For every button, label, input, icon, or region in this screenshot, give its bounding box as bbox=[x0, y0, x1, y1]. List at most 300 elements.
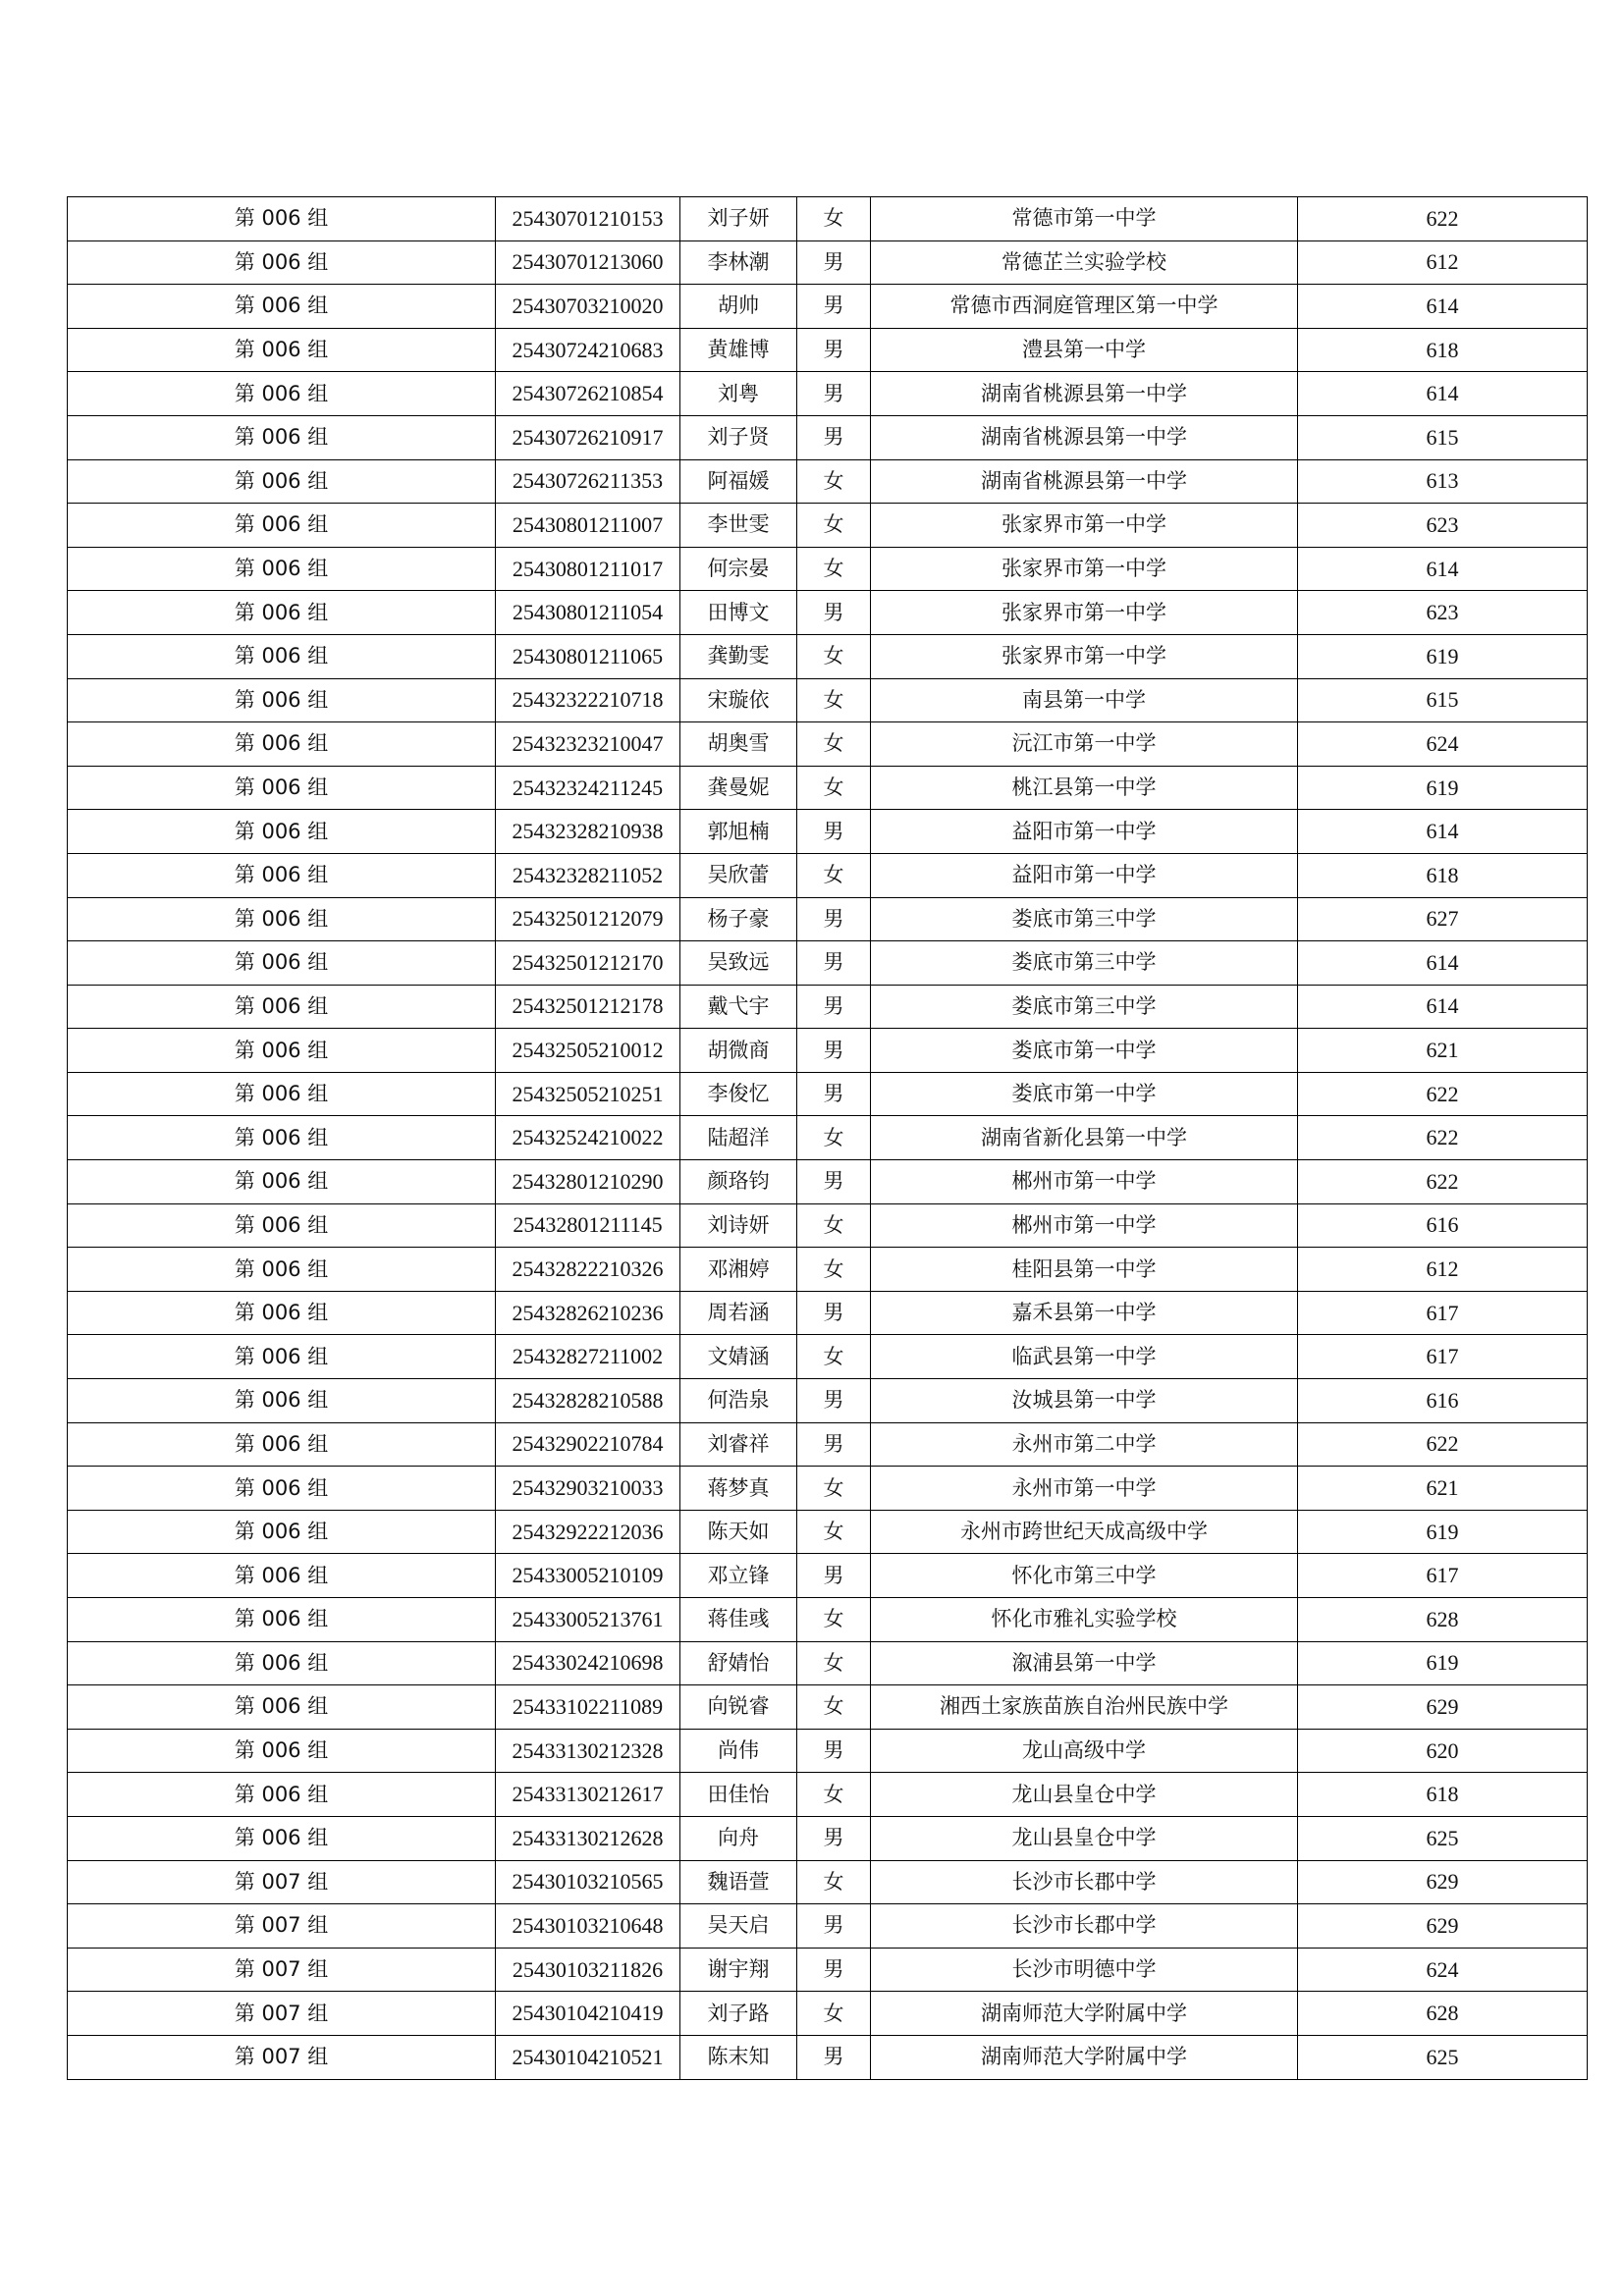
group-cell: 第 007 组 bbox=[68, 1904, 496, 1949]
group-cell: 第 006 组 bbox=[68, 240, 496, 285]
group-cell: 第 006 组 bbox=[68, 1335, 496, 1379]
exam-id-cell: 25432826210236 bbox=[496, 1291, 680, 1335]
table-row bbox=[68, 547, 1588, 591]
gender-cell: 男 bbox=[797, 415, 871, 459]
gender-cell: 女 bbox=[797, 1773, 871, 1817]
score-cell: 623 bbox=[1298, 504, 1588, 548]
school-cell: 郴州市第一中学 bbox=[871, 1203, 1298, 1248]
gender-cell: 女 bbox=[797, 634, 871, 678]
exam-id-cell: 25432922212036 bbox=[496, 1510, 680, 1554]
group-cell: 第 006 组 bbox=[68, 853, 496, 897]
table-row bbox=[68, 1598, 1588, 1642]
score-cell: 616 bbox=[1298, 1379, 1588, 1423]
exam-id-cell: 25432501212178 bbox=[496, 985, 680, 1029]
name-cell: 刘诗妍 bbox=[680, 1203, 797, 1248]
score-cell: 617 bbox=[1298, 1335, 1588, 1379]
exam-id-cell: 25430801211017 bbox=[496, 547, 680, 591]
name-cell: 刘子路 bbox=[680, 1992, 797, 2036]
exam-id-cell: 25432902210784 bbox=[496, 1422, 680, 1467]
gender-cell: 女 bbox=[797, 459, 871, 504]
exam-id-cell: 25430801211065 bbox=[496, 634, 680, 678]
table-row bbox=[68, 1860, 1588, 1904]
gender-cell: 男 bbox=[797, 941, 871, 986]
gender-cell: 女 bbox=[797, 1641, 871, 1685]
name-cell: 李林潮 bbox=[680, 240, 797, 285]
name-cell: 何宗晏 bbox=[680, 547, 797, 591]
table-row bbox=[68, 1248, 1588, 1292]
exam-id-cell: 25433130212617 bbox=[496, 1773, 680, 1817]
score-cell: 618 bbox=[1298, 853, 1588, 897]
table-row bbox=[68, 1904, 1588, 1949]
exam-id-cell: 25432505210012 bbox=[496, 1029, 680, 1073]
name-cell: 阿福媛 bbox=[680, 459, 797, 504]
school-cell: 湖南省桃源县第一中学 bbox=[871, 415, 1298, 459]
school-cell: 长沙市长郡中学 bbox=[871, 1860, 1298, 1904]
gender-cell: 女 bbox=[797, 678, 871, 722]
group-cell: 第 006 组 bbox=[68, 1248, 496, 1292]
table-row bbox=[68, 1072, 1588, 1116]
score-cell: 619 bbox=[1298, 1510, 1588, 1554]
score-cell: 618 bbox=[1298, 328, 1588, 372]
exam-id-cell: 25430103210648 bbox=[496, 1904, 680, 1949]
table-row bbox=[68, 1203, 1588, 1248]
score-cell: 622 bbox=[1298, 1160, 1588, 1204]
school-cell: 郴州市第一中学 bbox=[871, 1160, 1298, 1204]
table-row bbox=[68, 459, 1588, 504]
exam-id-cell: 25433102211089 bbox=[496, 1685, 680, 1730]
name-cell: 魏语萱 bbox=[680, 1860, 797, 1904]
exam-id-cell: 25432903210033 bbox=[496, 1467, 680, 1511]
gender-cell: 女 bbox=[797, 1992, 871, 2036]
school-cell: 沅江市第一中学 bbox=[871, 722, 1298, 767]
exam-id-cell: 25432801211145 bbox=[496, 1203, 680, 1248]
school-cell: 张家界市第一中学 bbox=[871, 634, 1298, 678]
score-cell: 621 bbox=[1298, 1029, 1588, 1073]
name-cell: 田博文 bbox=[680, 591, 797, 635]
table-row bbox=[68, 1467, 1588, 1511]
school-cell: 桃江县第一中学 bbox=[871, 766, 1298, 810]
table-row bbox=[68, 766, 1588, 810]
score-cell: 622 bbox=[1298, 1422, 1588, 1467]
school-cell: 益阳市第一中学 bbox=[871, 853, 1298, 897]
gender-cell: 女 bbox=[797, 547, 871, 591]
group-cell: 第 006 组 bbox=[68, 1598, 496, 1642]
gender-cell: 女 bbox=[797, 722, 871, 767]
gender-cell: 男 bbox=[797, 2035, 871, 2079]
name-cell: 胡帅 bbox=[680, 285, 797, 329]
exam-id-cell: 25433005213761 bbox=[496, 1598, 680, 1642]
gender-cell: 男 bbox=[797, 1072, 871, 1116]
score-cell: 619 bbox=[1298, 766, 1588, 810]
score-cell: 622 bbox=[1298, 1072, 1588, 1116]
score-cell: 629 bbox=[1298, 1904, 1588, 1949]
school-cell: 怀化市第三中学 bbox=[871, 1554, 1298, 1598]
group-cell: 第 006 组 bbox=[68, 1641, 496, 1685]
score-cell: 623 bbox=[1298, 591, 1588, 635]
score-cell: 627 bbox=[1298, 897, 1588, 941]
name-cell: 戴弋宇 bbox=[680, 985, 797, 1029]
exam-id-cell: 25430701213060 bbox=[496, 240, 680, 285]
name-cell: 吴欣蕾 bbox=[680, 853, 797, 897]
group-cell: 第 007 组 bbox=[68, 2035, 496, 2079]
school-cell: 娄底市第三中学 bbox=[871, 941, 1298, 986]
exam-id-cell: 25433005210109 bbox=[496, 1554, 680, 1598]
school-cell: 娄底市第一中学 bbox=[871, 1029, 1298, 1073]
school-cell: 湖南师范大学附属中学 bbox=[871, 1992, 1298, 2036]
table-row bbox=[68, 941, 1588, 986]
score-cell: 613 bbox=[1298, 459, 1588, 504]
gender-cell: 女 bbox=[797, 1685, 871, 1730]
school-cell: 南县第一中学 bbox=[871, 678, 1298, 722]
table-row bbox=[68, 853, 1588, 897]
score-cell: 612 bbox=[1298, 1248, 1588, 1292]
name-cell: 蒋梦真 bbox=[680, 1467, 797, 1511]
group-cell: 第 006 组 bbox=[68, 1116, 496, 1160]
exam-id-cell: 25430701210153 bbox=[496, 197, 680, 241]
score-cell: 624 bbox=[1298, 722, 1588, 767]
group-cell: 第 006 组 bbox=[68, 1816, 496, 1860]
group-cell: 第 006 组 bbox=[68, 1510, 496, 1554]
gender-cell: 男 bbox=[797, 285, 871, 329]
exam-id-cell: 25430726210917 bbox=[496, 415, 680, 459]
name-cell: 陈末知 bbox=[680, 2035, 797, 2079]
score-cell: 628 bbox=[1298, 1598, 1588, 1642]
score-cell: 618 bbox=[1298, 1773, 1588, 1817]
exam-id-cell: 25433130212328 bbox=[496, 1729, 680, 1773]
name-cell: 杨子豪 bbox=[680, 897, 797, 941]
exam-id-cell: 25432828210588 bbox=[496, 1379, 680, 1423]
name-cell: 舒婧怡 bbox=[680, 1641, 797, 1685]
group-cell: 第 006 组 bbox=[68, 1422, 496, 1467]
name-cell: 田佳怡 bbox=[680, 1773, 797, 1817]
group-cell: 第 006 组 bbox=[68, 1072, 496, 1116]
name-cell: 谢宇翔 bbox=[680, 1948, 797, 1992]
score-cell: 615 bbox=[1298, 678, 1588, 722]
score-cell: 625 bbox=[1298, 1816, 1588, 1860]
gender-cell: 女 bbox=[797, 1248, 871, 1292]
name-cell: 郭旭楠 bbox=[680, 810, 797, 854]
table-row bbox=[68, 1685, 1588, 1730]
gender-cell: 女 bbox=[797, 853, 871, 897]
exam-id-cell: 25432822210326 bbox=[496, 1248, 680, 1292]
school-cell: 临武县第一中学 bbox=[871, 1335, 1298, 1379]
school-cell: 长沙市长郡中学 bbox=[871, 1904, 1298, 1949]
score-cell: 624 bbox=[1298, 1948, 1588, 1992]
group-cell: 第 006 组 bbox=[68, 1379, 496, 1423]
name-cell: 胡奥雪 bbox=[680, 722, 797, 767]
table-row bbox=[68, 1729, 1588, 1773]
gender-cell: 男 bbox=[797, 372, 871, 416]
score-cell: 621 bbox=[1298, 1467, 1588, 1511]
school-cell: 桂阳县第一中学 bbox=[871, 1248, 1298, 1292]
roster-body bbox=[68, 197, 1588, 2080]
group-cell: 第 006 组 bbox=[68, 897, 496, 941]
group-cell: 第 006 组 bbox=[68, 1685, 496, 1730]
name-cell: 宋璇依 bbox=[680, 678, 797, 722]
name-cell: 黄雄博 bbox=[680, 328, 797, 372]
group-cell: 第 006 组 bbox=[68, 1203, 496, 1248]
school-cell: 永州市第一中学 bbox=[871, 1467, 1298, 1511]
gender-cell: 男 bbox=[797, 1948, 871, 1992]
gender-cell: 女 bbox=[797, 504, 871, 548]
table-row bbox=[68, 2035, 1588, 2079]
table-row bbox=[68, 1335, 1588, 1379]
group-cell: 第 006 组 bbox=[68, 810, 496, 854]
score-cell: 614 bbox=[1298, 941, 1588, 986]
name-cell: 刘子妍 bbox=[680, 197, 797, 241]
score-cell: 612 bbox=[1298, 240, 1588, 285]
name-cell: 李世雯 bbox=[680, 504, 797, 548]
group-cell: 第 006 组 bbox=[68, 197, 496, 241]
name-cell: 龚勤雯 bbox=[680, 634, 797, 678]
name-cell: 邓立锋 bbox=[680, 1554, 797, 1598]
table-row bbox=[68, 897, 1588, 941]
table-row bbox=[68, 504, 1588, 548]
score-cell: 628 bbox=[1298, 1992, 1588, 2036]
group-cell: 第 006 组 bbox=[68, 1554, 496, 1598]
name-cell: 蒋佳彧 bbox=[680, 1598, 797, 1642]
exam-id-cell: 25430104210521 bbox=[496, 2035, 680, 2079]
gender-cell: 女 bbox=[797, 1510, 871, 1554]
gender-cell: 男 bbox=[797, 328, 871, 372]
name-cell: 邓湘婷 bbox=[680, 1248, 797, 1292]
group-cell: 第 006 组 bbox=[68, 941, 496, 986]
name-cell: 胡微商 bbox=[680, 1029, 797, 1073]
table-row bbox=[68, 810, 1588, 854]
gender-cell: 男 bbox=[797, 1816, 871, 1860]
exam-id-cell: 25430801211007 bbox=[496, 504, 680, 548]
table-row bbox=[68, 1773, 1588, 1817]
table-row bbox=[68, 1510, 1588, 1554]
score-cell: 629 bbox=[1298, 1860, 1588, 1904]
score-cell: 625 bbox=[1298, 2035, 1588, 2079]
score-cell: 615 bbox=[1298, 415, 1588, 459]
school-cell: 永州市第二中学 bbox=[871, 1422, 1298, 1467]
group-cell: 第 006 组 bbox=[68, 547, 496, 591]
school-cell: 嘉禾县第一中学 bbox=[871, 1291, 1298, 1335]
table-row bbox=[68, 1554, 1588, 1598]
gender-cell: 男 bbox=[797, 810, 871, 854]
gender-cell: 男 bbox=[797, 1160, 871, 1204]
group-cell: 第 006 组 bbox=[68, 459, 496, 504]
gender-cell: 男 bbox=[797, 1291, 871, 1335]
table-row bbox=[68, 1422, 1588, 1467]
school-cell: 娄底市第三中学 bbox=[871, 897, 1298, 941]
group-cell: 第 006 组 bbox=[68, 1729, 496, 1773]
school-cell: 张家界市第一中学 bbox=[871, 504, 1298, 548]
gender-cell: 女 bbox=[797, 1467, 871, 1511]
gender-cell: 男 bbox=[797, 1422, 871, 1467]
name-cell: 向舟 bbox=[680, 1816, 797, 1860]
score-cell: 619 bbox=[1298, 634, 1588, 678]
school-cell: 常德芷兰实验学校 bbox=[871, 240, 1298, 285]
group-cell: 第 006 组 bbox=[68, 678, 496, 722]
school-cell: 湖南省桃源县第一中学 bbox=[871, 372, 1298, 416]
name-cell: 刘子贤 bbox=[680, 415, 797, 459]
exam-id-cell: 25432324211245 bbox=[496, 766, 680, 810]
group-cell: 第 006 组 bbox=[68, 1467, 496, 1511]
name-cell: 刘粤 bbox=[680, 372, 797, 416]
group-cell: 第 007 组 bbox=[68, 1992, 496, 2036]
table-row bbox=[68, 1992, 1588, 2036]
table-row bbox=[68, 722, 1588, 767]
exam-id-cell: 25430726210854 bbox=[496, 372, 680, 416]
exam-id-cell: 25430801211054 bbox=[496, 591, 680, 635]
score-cell: 629 bbox=[1298, 1685, 1588, 1730]
name-cell: 陆超洋 bbox=[680, 1116, 797, 1160]
exam-id-cell: 25433024210698 bbox=[496, 1641, 680, 1685]
name-cell: 刘睿祥 bbox=[680, 1422, 797, 1467]
gender-cell: 男 bbox=[797, 1729, 871, 1773]
school-cell: 溆浦县第一中学 bbox=[871, 1641, 1298, 1685]
exam-id-cell: 25430724210683 bbox=[496, 328, 680, 372]
school-cell: 常德市第一中学 bbox=[871, 197, 1298, 241]
exam-id-cell: 25432323210047 bbox=[496, 722, 680, 767]
exam-id-cell: 25432322210718 bbox=[496, 678, 680, 722]
table-row bbox=[68, 985, 1588, 1029]
school-cell: 长沙市明德中学 bbox=[871, 1948, 1298, 1992]
school-cell: 龙山县皇仓中学 bbox=[871, 1773, 1298, 1817]
exam-id-cell: 25432827211002 bbox=[496, 1335, 680, 1379]
exam-id-cell: 25432501212170 bbox=[496, 941, 680, 986]
group-cell: 第 006 组 bbox=[68, 766, 496, 810]
score-cell: 614 bbox=[1298, 810, 1588, 854]
group-cell: 第 006 组 bbox=[68, 1773, 496, 1817]
school-cell: 娄底市第三中学 bbox=[871, 985, 1298, 1029]
school-cell: 永州市跨世纪天成高级中学 bbox=[871, 1510, 1298, 1554]
gender-cell: 男 bbox=[797, 1029, 871, 1073]
gender-cell: 女 bbox=[797, 1203, 871, 1248]
group-cell: 第 006 组 bbox=[68, 1291, 496, 1335]
name-cell: 颜珞钧 bbox=[680, 1160, 797, 1204]
table-row bbox=[68, 240, 1588, 285]
gender-cell: 女 bbox=[797, 1335, 871, 1379]
table-row bbox=[68, 678, 1588, 722]
gender-cell: 男 bbox=[797, 1904, 871, 1949]
exam-id-cell: 25432524210022 bbox=[496, 1116, 680, 1160]
school-cell: 张家界市第一中学 bbox=[871, 547, 1298, 591]
table-row bbox=[68, 1029, 1588, 1073]
group-cell: 第 007 组 bbox=[68, 1948, 496, 1992]
exam-id-cell: 25432328211052 bbox=[496, 853, 680, 897]
exam-id-cell: 25430703210020 bbox=[496, 285, 680, 329]
school-cell: 汝城县第一中学 bbox=[871, 1379, 1298, 1423]
name-cell: 龚曼妮 bbox=[680, 766, 797, 810]
exam-id-cell: 25432501212079 bbox=[496, 897, 680, 941]
exam-id-cell: 25430726211353 bbox=[496, 459, 680, 504]
gender-cell: 女 bbox=[797, 1116, 871, 1160]
group-cell: 第 006 组 bbox=[68, 372, 496, 416]
table-row bbox=[68, 1816, 1588, 1860]
gender-cell: 女 bbox=[797, 766, 871, 810]
group-cell: 第 006 组 bbox=[68, 415, 496, 459]
group-cell: 第 006 组 bbox=[68, 285, 496, 329]
gender-cell: 男 bbox=[797, 985, 871, 1029]
table-row bbox=[68, 285, 1588, 329]
group-cell: 第 006 组 bbox=[68, 1160, 496, 1204]
table-row bbox=[68, 1291, 1588, 1335]
school-cell: 娄底市第一中学 bbox=[871, 1072, 1298, 1116]
score-cell: 614 bbox=[1298, 372, 1588, 416]
gender-cell: 男 bbox=[797, 240, 871, 285]
score-cell: 622 bbox=[1298, 197, 1588, 241]
score-cell: 614 bbox=[1298, 547, 1588, 591]
school-cell: 湘西土家族苗族自治州民族中学 bbox=[871, 1685, 1298, 1730]
school-cell: 湖南省桃源县第一中学 bbox=[871, 459, 1298, 504]
table-row bbox=[68, 1641, 1588, 1685]
name-cell: 吴致远 bbox=[680, 941, 797, 986]
gender-cell: 男 bbox=[797, 591, 871, 635]
gender-cell: 女 bbox=[797, 197, 871, 241]
gender-cell: 女 bbox=[797, 1598, 871, 1642]
gender-cell: 男 bbox=[797, 897, 871, 941]
exam-id-cell: 25432801210290 bbox=[496, 1160, 680, 1204]
exam-id-cell: 25432328210938 bbox=[496, 810, 680, 854]
table-row bbox=[68, 1379, 1588, 1423]
score-cell: 622 bbox=[1298, 1116, 1588, 1160]
group-cell: 第 007 组 bbox=[68, 1860, 496, 1904]
score-cell: 614 bbox=[1298, 285, 1588, 329]
exam-id-cell: 25430104210419 bbox=[496, 1992, 680, 2036]
score-cell: 620 bbox=[1298, 1729, 1588, 1773]
school-cell: 常德市西洞庭管理区第一中学 bbox=[871, 285, 1298, 329]
exam-id-cell: 25432505210251 bbox=[496, 1072, 680, 1116]
school-cell: 湖南省新化县第一中学 bbox=[871, 1116, 1298, 1160]
school-cell: 澧县第一中学 bbox=[871, 328, 1298, 372]
table-row bbox=[68, 1116, 1588, 1160]
score-cell: 614 bbox=[1298, 985, 1588, 1029]
name-cell: 周若涵 bbox=[680, 1291, 797, 1335]
score-cell: 616 bbox=[1298, 1203, 1588, 1248]
table-row bbox=[68, 415, 1588, 459]
school-cell: 龙山高级中学 bbox=[871, 1729, 1298, 1773]
name-cell: 文婧涵 bbox=[680, 1335, 797, 1379]
group-cell: 第 006 组 bbox=[68, 328, 496, 372]
exam-id-cell: 25430103211826 bbox=[496, 1948, 680, 1992]
name-cell: 何浩泉 bbox=[680, 1379, 797, 1423]
group-cell: 第 006 组 bbox=[68, 504, 496, 548]
school-cell: 龙山县皇仓中学 bbox=[871, 1816, 1298, 1860]
name-cell: 尚伟 bbox=[680, 1729, 797, 1773]
exam-id-cell: 25430103210565 bbox=[496, 1860, 680, 1904]
group-cell: 第 006 组 bbox=[68, 985, 496, 1029]
group-cell: 第 006 组 bbox=[68, 1029, 496, 1073]
table-row bbox=[68, 328, 1588, 372]
table-row bbox=[68, 1948, 1588, 1992]
name-cell: 吴天启 bbox=[680, 1904, 797, 1949]
student-roster-table bbox=[67, 196, 1588, 2080]
group-cell: 第 006 组 bbox=[68, 591, 496, 635]
score-cell: 619 bbox=[1298, 1641, 1588, 1685]
school-cell: 湖南师范大学附属中学 bbox=[871, 2035, 1298, 2079]
school-cell: 益阳市第一中学 bbox=[871, 810, 1298, 854]
table-row bbox=[68, 1160, 1588, 1204]
school-cell: 张家界市第一中学 bbox=[871, 591, 1298, 635]
score-cell: 617 bbox=[1298, 1554, 1588, 1598]
gender-cell: 男 bbox=[797, 1379, 871, 1423]
group-cell: 第 006 组 bbox=[68, 634, 496, 678]
score-cell: 617 bbox=[1298, 1291, 1588, 1335]
name-cell: 向锐睿 bbox=[680, 1685, 797, 1730]
table-row bbox=[68, 372, 1588, 416]
school-cell: 怀化市雅礼实验学校 bbox=[871, 1598, 1298, 1642]
exam-id-cell: 25433130212628 bbox=[496, 1816, 680, 1860]
name-cell: 李俊忆 bbox=[680, 1072, 797, 1116]
name-cell: 陈天如 bbox=[680, 1510, 797, 1554]
table-row bbox=[68, 197, 1588, 241]
group-cell: 第 006 组 bbox=[68, 722, 496, 767]
gender-cell: 男 bbox=[797, 1554, 871, 1598]
